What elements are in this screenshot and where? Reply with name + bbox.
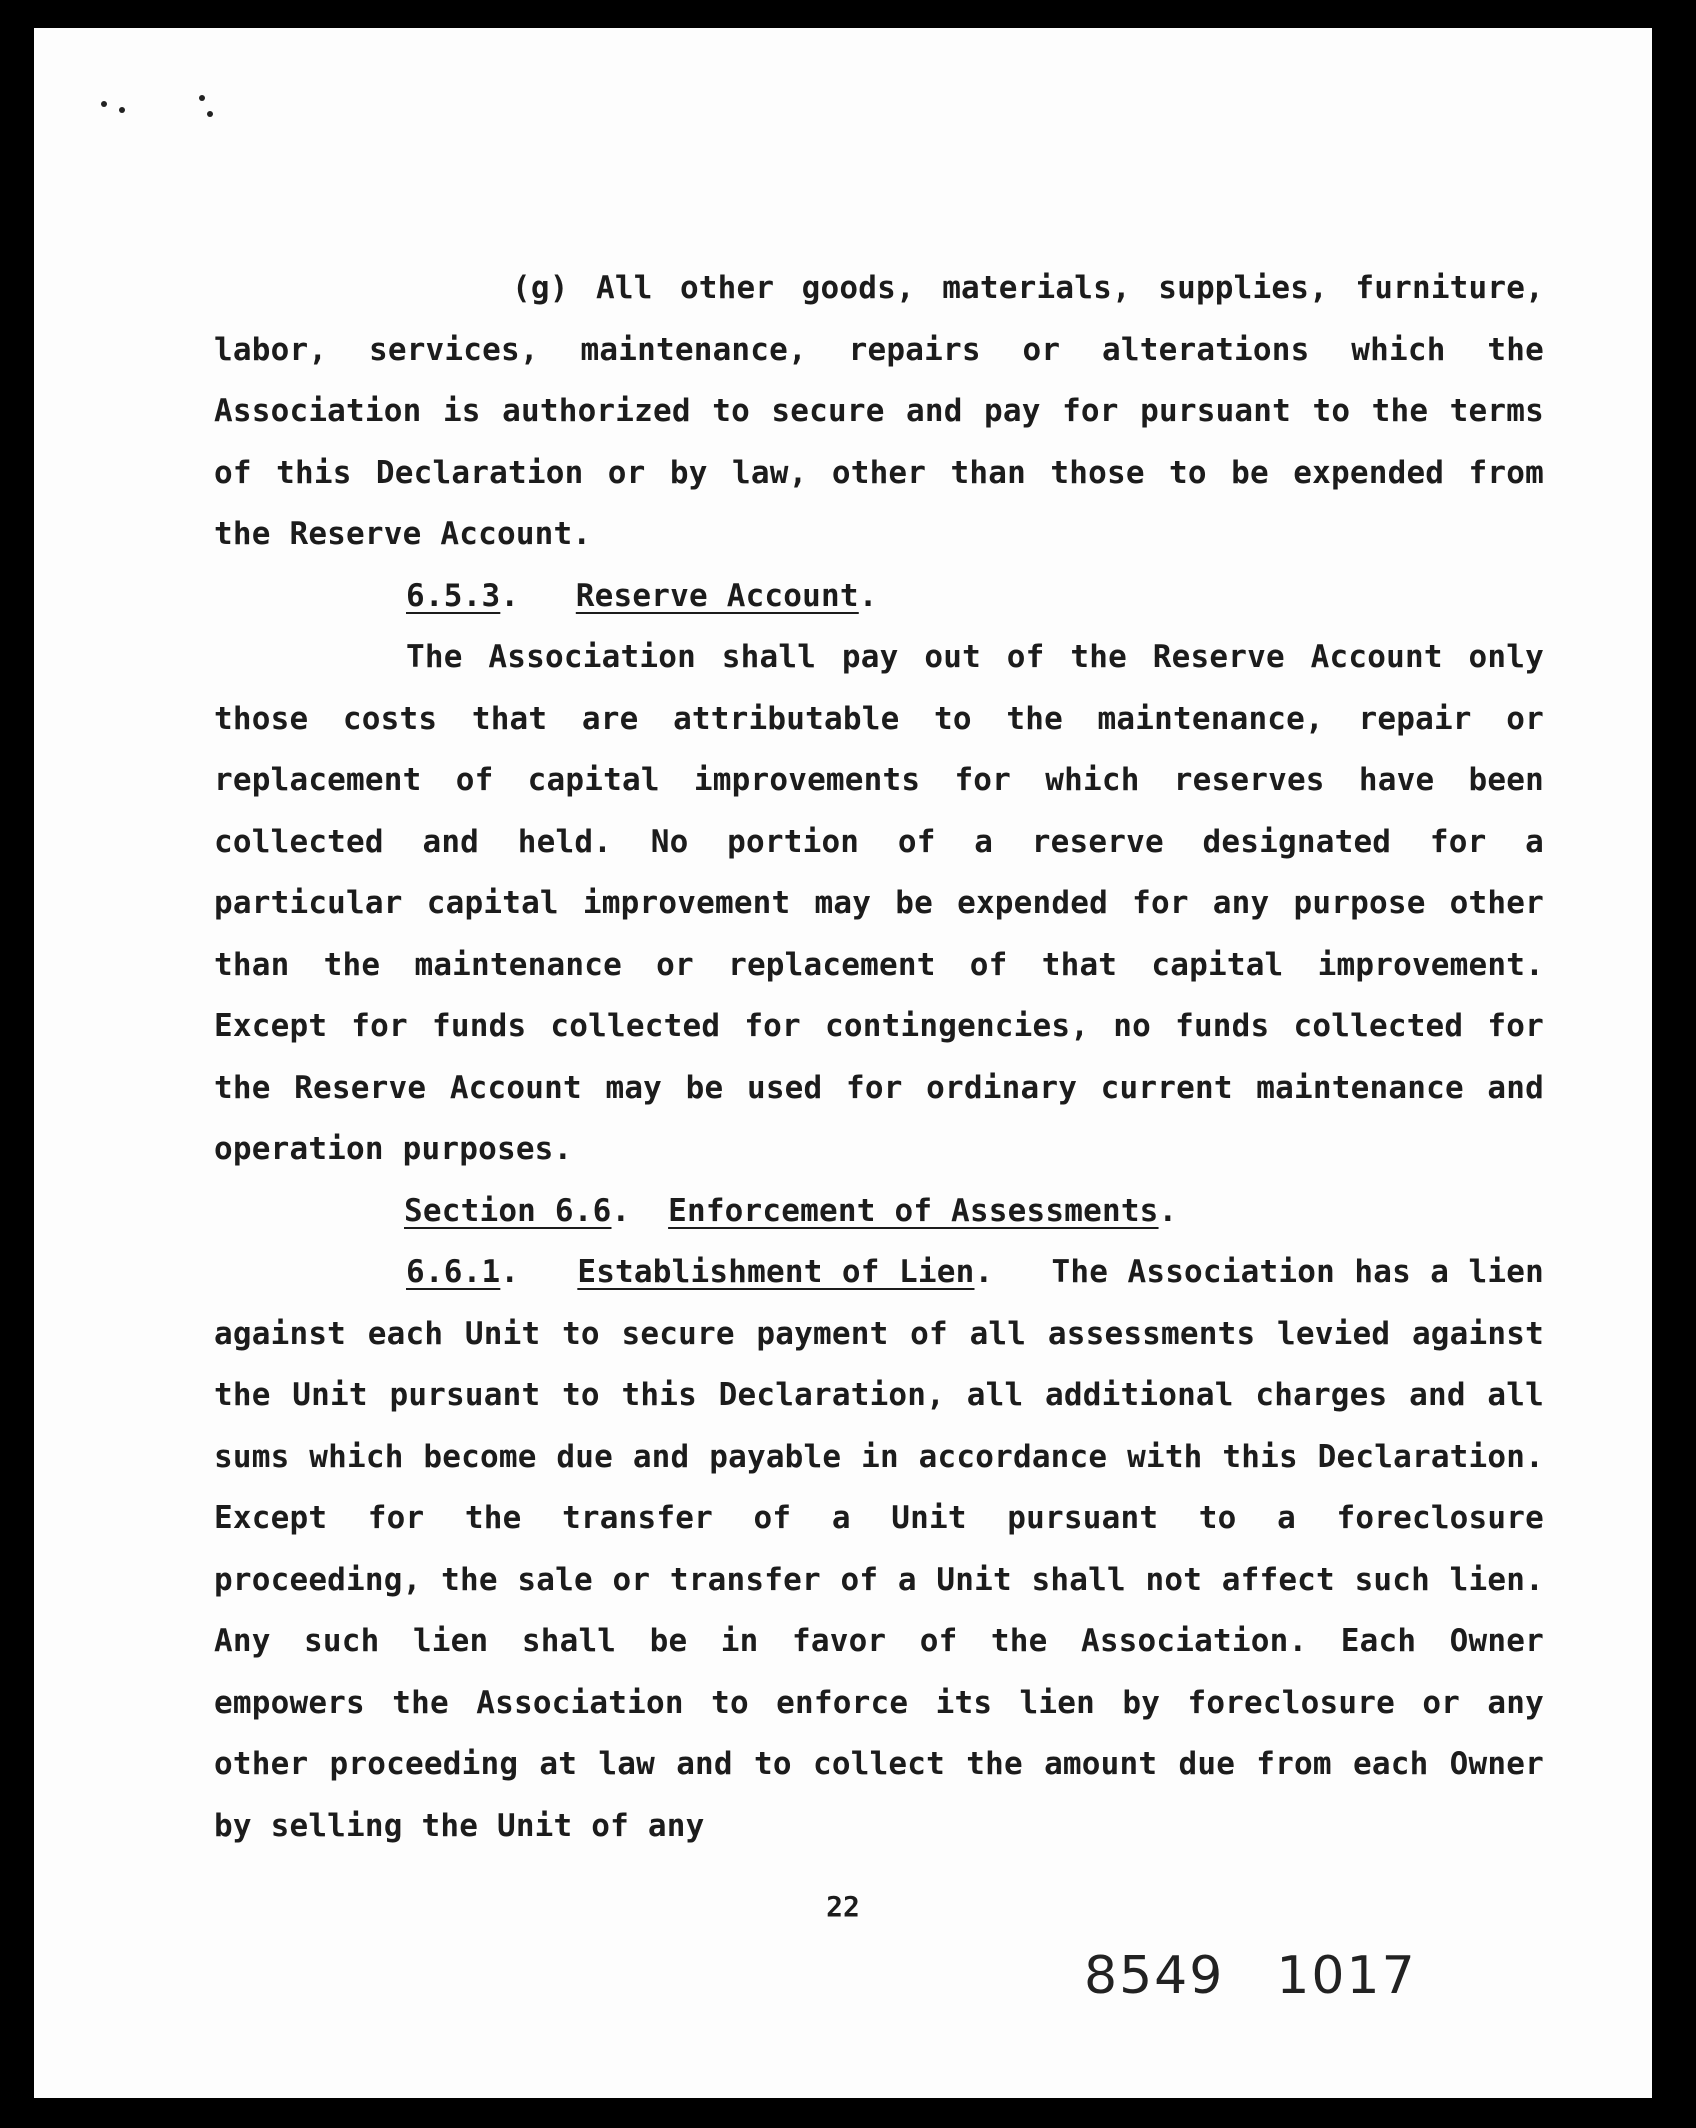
scan-specks [34,28,334,148]
heading-653-number: 6.5.3 [406,577,501,614]
recording-number [1084,1946,1469,2006]
heading-653: 6.5.3. Reserve Account. [406,577,878,614]
heading-661-number: 6.6.1 [406,1254,501,1290]
page-number: 22 [826,1890,860,1923]
document-body [214,258,1544,1857]
document-page [34,28,1652,2098]
heading-section-66: Section 6.6. Enforcement of Assessments. [404,1192,1178,1229]
paragraph-661: 6.6.1. Establishment of Lien. The Association has a lien against each Unit to secure payment of all assessments levied against the Unit pursuant to this Declaration, all additional charges and all sums which become due and payable in accordance with this Declaration. Except for the transfer of a Unit pursuant to a foreclosure proceeding, the sale or transfer of a Unit shall not affect such lien. Any such lien shall be in favor of the Association. Each Owner empowers the Association to enforce its lien by foreclosure or any other proceeding at law and to collect the amount due from each Owner by selling the Unit of any [214,1254,1544,1844]
section-66-number: Section 6.6 [404,1192,612,1229]
paragraph-g: (g) All other goods, materials, supplies, furniture, labor, services, maintenance, repairs or alterations which the Association is authorized to secure and pay for pursuant to the terms of this Declaration or by law, other than those to be expended from the Reserve Account. [214,270,1544,552]
section-66-title: Enforcement of Assessments [668,1192,1159,1229]
paragraph-653: The Association shall pay out of the Reserve Account only those costs that are attributable to the maintenance, repair or replacement of capital improvements for which reserves have been collected and held. No portion of a reserve designated for a particular capital improvement may be expended for any purpose other than the maintenance or replacement of that capital improvement. Except for funds collected for contingencies, no funds collected for the Reserve Account may be used for ordinary current maintenance and operation purposes. [214,639,1544,1167]
recording-page-number: 1017 [1276,1946,1417,2006]
recording-book-number: 8549 [1084,1946,1225,2006]
paragraph-661-text: The Association has a lien against each Unit to secure payment of all assessments levied against the Unit pursuant to this Declaration, all additional charges and all sums which become due and payable in accordance with this Declaration. Except for the transfer of a Unit pursuant to a foreclosure proceeding, the sale or transfer of a Unit shall not affect such lien. Any such lien shall be in favor of the Association. Each Owner empowers the Association to enforce its lien by foreclosure or any other proceeding at law and to collect the amount due from each Owner by selling the Unit of any [214,1254,1544,1844]
heading-661-title: Establishment of Lien [577,1254,975,1290]
heading-653-title: Reserve Account [575,577,859,614]
